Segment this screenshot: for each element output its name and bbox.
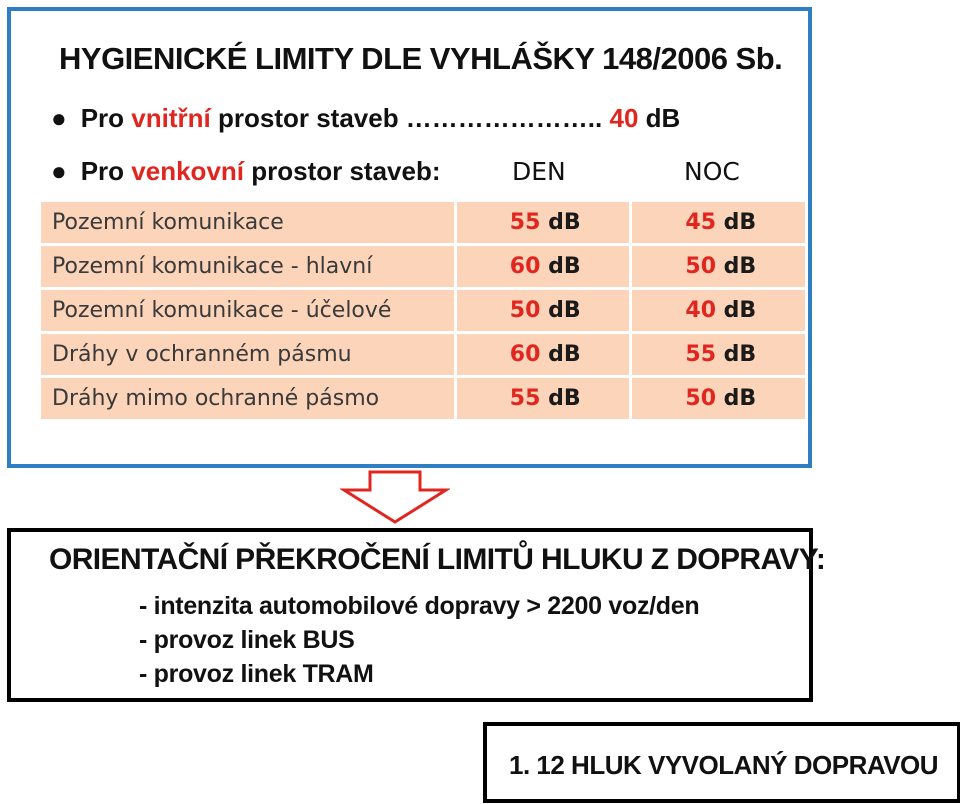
column-header-noc: NOC [684, 157, 740, 186]
indoor-suffix: prostor staveb ………………….. [210, 103, 610, 133]
den-limit-cell [455, 201, 631, 245]
den-unit: dB [540, 254, 581, 279]
noc-value: 50 [685, 386, 717, 411]
noc-limit-cell [631, 245, 807, 289]
den-limit-cell [455, 245, 631, 289]
exceedance-item-bus: - provoz linek BUS [139, 626, 355, 654]
noc-unit: dB [716, 342, 757, 367]
den-unit: dB [540, 298, 581, 323]
outdoor-suffix: prostor staveb: [244, 156, 441, 186]
noc-value: 40 [685, 298, 717, 323]
road-type-cell: Pozemní komunikace - hlavní [40, 245, 456, 289]
outdoor-highlight: venkovní [131, 156, 245, 186]
noc-value: 45 [685, 210, 717, 235]
traffic-noise-exceedance-panel [7, 528, 826, 702]
noc-value: 50 [685, 254, 717, 279]
limits-table [38, 199, 808, 422]
section-label-box [483, 722, 960, 803]
den-unit: dB [540, 210, 581, 235]
road-type-cell: Dráhy mimo ochranné pásmo [40, 377, 456, 421]
den-unit: dB [540, 342, 581, 367]
den-value: 60 [509, 342, 541, 367]
limits-row [40, 201, 807, 245]
exceedance-item-car-traffic: - intenzita automobilové dopravy > 2200 voz/den [139, 592, 700, 620]
den-limit-cell [455, 377, 631, 421]
limits-row [40, 377, 807, 421]
limits-row [40, 245, 807, 289]
den-value: 60 [509, 254, 541, 279]
noc-unit: dB [716, 210, 757, 235]
section-label: 1. 12 HLUK VYVOLANÝ DOPRAVOU [509, 750, 939, 780]
noc-value: 55 [685, 342, 717, 367]
road-type-cell: Dráhy v ochranném pásmu [40, 333, 456, 377]
indoor-prefix: Pro [80, 103, 132, 133]
noc-limit-cell [631, 289, 807, 333]
indoor-limit-line [51, 103, 680, 134]
exceedance-item-tram: - provoz linek TRAM [139, 660, 374, 688]
outdoor-limit-line [51, 156, 441, 187]
noc-unit: dB [716, 386, 757, 411]
den-limit-cell [455, 289, 631, 333]
down-arrow-icon [340, 470, 450, 525]
noc-limit-cell [631, 201, 807, 245]
indoor-highlight: vnitřní [131, 103, 211, 133]
noc-limit-cell [631, 333, 807, 377]
den-limit-cell [455, 333, 631, 377]
noc-unit: dB [716, 254, 757, 279]
hygienic-limits-panel [7, 7, 812, 468]
indoor-value: 40 [609, 103, 639, 133]
noc-limit-cell [631, 377, 807, 421]
limits-row [40, 333, 807, 377]
exceedance-title: ORIENTAČNÍ PŘEKROČENÍ LIMITŮ HLUKU Z DOPRAVY: [49, 543, 826, 576]
road-type-cell: Pozemní komunikace [40, 201, 456, 245]
bullet-icon: ● [51, 156, 67, 186]
outdoor-prefix: Pro [80, 156, 132, 186]
limits-row [40, 289, 807, 333]
noc-unit: dB [716, 298, 757, 323]
den-value: 50 [509, 298, 541, 323]
bullet-icon: ● [51, 103, 67, 133]
den-value: 55 [509, 210, 541, 235]
column-header-den: DEN [512, 157, 566, 186]
road-type-cell: Pozemní komunikace - účelové [40, 289, 456, 333]
den-value: 55 [509, 386, 541, 411]
panel-title: HYGIENICKÉ LIMITY DLE VYHLÁŠKY 148/2006 Sb. [59, 41, 783, 76]
den-unit: dB [540, 386, 581, 411]
indoor-unit: dB [638, 103, 681, 133]
